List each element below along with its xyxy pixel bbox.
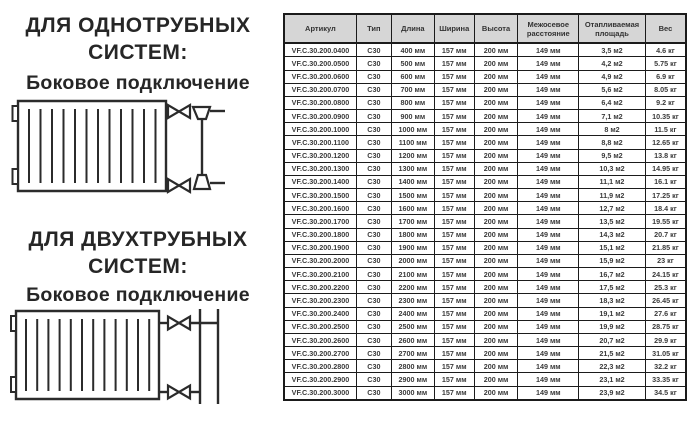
table-cell: 200 мм [474,320,518,333]
table-cell: 200 мм [474,268,518,281]
table-cell: 149 мм [518,96,579,109]
table-cell: 157 мм [434,162,474,175]
table-cell: 19,1 м2 [579,307,646,320]
table-cell: 157 мм [434,202,474,215]
table-cell: 149 мм [518,228,579,241]
table-cell: 149 мм [518,136,579,149]
table-cell: C30 [356,162,391,175]
table-cell: C30 [356,320,391,333]
table-row [284,70,686,83]
table-cell: C30 [356,254,391,267]
table-cell: C30 [356,386,391,400]
table-cell: 12.65 кг [645,136,686,149]
table-row [284,386,686,400]
table-cell: 11,9 м2 [579,189,646,202]
table-row [284,360,686,373]
table-cell: VF.C.30.200.0500 [284,57,356,70]
table-cell: VF.C.30.200.1100 [284,136,356,149]
table-cell: 200 мм [474,136,518,149]
table-cell: 149 мм [518,202,579,215]
table-cell: 1400 мм [391,175,434,188]
table-cell: 400 мм [391,43,434,57]
table-row [284,307,686,320]
table-cell: VF.C.30.200.0700 [284,83,356,96]
two-pipe-radiator-diagram-icon [10,306,240,412]
table-cell: 5,6 м2 [579,83,646,96]
table-cell: 1100 мм [391,136,434,149]
table-cell: 200 мм [474,333,518,346]
table-cell: C30 [356,96,391,109]
table-cell: 200 мм [474,373,518,386]
table-cell: 157 мм [434,228,474,241]
table-cell: VF.C.30.200.0800 [284,96,356,109]
table-cell: VF.C.30.200.2800 [284,360,356,373]
section-title-line: ДЛЯ ДВУХТРУБНЫХ [28,228,248,251]
table-row [284,149,686,162]
table-cell: VF.C.30.200.2400 [284,307,356,320]
table-cell: VF.C.30.200.1800 [284,228,356,241]
table-cell: C30 [356,281,391,294]
table-cell: 149 мм [518,149,579,162]
table-cell: 200 мм [474,228,518,241]
section-title-single-pipe [0,12,276,66]
table-cell: 17,5 м2 [579,281,646,294]
table-cell: 800 мм [391,96,434,109]
table-cell: 200 мм [474,307,518,320]
radiator-spec-table [283,13,687,401]
column-header: Отапливаемая площадь [579,14,646,43]
table-cell: 13,5 м2 [579,215,646,228]
table-cell: 157 мм [434,110,474,123]
table-cell: 2800 мм [391,360,434,373]
table-cell: 149 мм [518,281,579,294]
table-cell: 157 мм [434,268,474,281]
table-cell: VF.C.30.200.2500 [284,320,356,333]
table-cell: 149 мм [518,110,579,123]
table-cell: 2700 мм [391,347,434,360]
table-cell: C30 [356,268,391,281]
table-row [284,202,686,215]
table-row [284,123,686,136]
table-cell: 149 мм [518,386,579,400]
table-cell: 21.85 кг [645,241,686,254]
table-cell: 1700 мм [391,215,434,228]
table-cell: 200 мм [474,110,518,123]
table-row [284,281,686,294]
table-cell: 157 мм [434,43,474,57]
table-cell: 20.7 кг [645,228,686,241]
table-cell: 7,1 м2 [579,110,646,123]
table-cell: 149 мм [518,123,579,136]
table-row [284,43,686,57]
table-cell: 8 м2 [579,123,646,136]
table-row [284,347,686,360]
column-header: Ширина [434,14,474,43]
table-cell: 149 мм [518,347,579,360]
table-cell: C30 [356,373,391,386]
table-cell: 23,1 м2 [579,373,646,386]
table-cell: 200 мм [474,83,518,96]
table-cell: 149 мм [518,268,579,281]
table-cell: 149 мм [518,360,579,373]
table-cell: C30 [356,70,391,83]
column-header: Высота [474,14,518,43]
table-cell: 157 мм [434,241,474,254]
table-cell: 5.75 кг [645,57,686,70]
table-cell: 200 мм [474,360,518,373]
table-cell: 149 мм [518,43,579,57]
table-cell: 2200 мм [391,281,434,294]
table-cell: 200 мм [474,347,518,360]
table-cell: 600 мм [391,70,434,83]
table-cell: 6.9 кг [645,70,686,83]
column-header: Длина [391,14,434,43]
table-cell: C30 [356,136,391,149]
table-cell: VF.C.30.200.1600 [284,202,356,215]
table-cell: 25.3 кг [645,281,686,294]
table-row [284,162,686,175]
table-cell: 9,5 м2 [579,149,646,162]
table-cell: 18.4 кг [645,202,686,215]
table-cell: 12,7 м2 [579,202,646,215]
table-row [284,241,686,254]
table-row [284,320,686,333]
table-cell: C30 [356,149,391,162]
table-row [284,57,686,70]
table-cell: 157 мм [434,83,474,96]
table-cell: 157 мм [434,360,474,373]
table-cell: 200 мм [474,215,518,228]
table-cell: 149 мм [518,83,579,96]
table-cell: 157 мм [434,57,474,70]
table-cell: VF.C.30.200.0400 [284,43,356,57]
table-cell: 17.25 кг [645,189,686,202]
table-cell: 10.35 кг [645,110,686,123]
table-cell: VF.C.30.200.1200 [284,149,356,162]
table-cell: 200 мм [474,241,518,254]
table-cell: 157 мм [434,386,474,400]
section-title-line: СИСТЕМ: [88,41,188,64]
table-cell: 157 мм [434,175,474,188]
table-cell: 157 мм [434,347,474,360]
table-cell: VF.C.30.200.2200 [284,281,356,294]
table-cell: 157 мм [434,281,474,294]
column-header: Вес [645,14,686,43]
table-cell: 24.15 кг [645,268,686,281]
table-cell: 20,7 м2 [579,333,646,346]
table-cell: 149 мм [518,307,579,320]
table-row [284,189,686,202]
table-cell: VF.C.30.200.1400 [284,175,356,188]
table-cell: 14,3 м2 [579,228,646,241]
table-cell: C30 [356,83,391,96]
table-cell: 149 мм [518,373,579,386]
table-cell: 157 мм [434,136,474,149]
table-cell: 900 мм [391,110,434,123]
table-row [284,268,686,281]
table-cell: C30 [356,347,391,360]
table-cell: 6,4 м2 [579,96,646,109]
table-cell: 1800 мм [391,228,434,241]
table-cell: VF.C.30.200.2300 [284,294,356,307]
table-cell: 23,9 м2 [579,386,646,400]
table-cell: 149 мм [518,162,579,175]
table-cell: 700 мм [391,83,434,96]
table-cell: C30 [356,57,391,70]
table-cell: 1900 мм [391,241,434,254]
table-cell: 1300 мм [391,162,434,175]
section-title-two-pipe [0,226,276,280]
table-cell: VF.C.30.200.1000 [284,123,356,136]
table-cell: 200 мм [474,254,518,267]
single-pipe-radiator-diagram-icon [10,96,240,202]
section-title-line: СИСТЕМ: [88,255,188,278]
table-cell: 157 мм [434,307,474,320]
table-cell: 200 мм [474,70,518,83]
table-row [284,136,686,149]
table-row [284,215,686,228]
table-cell: 2500 мм [391,320,434,333]
table-cell: 32.2 кг [645,360,686,373]
table-cell: 8,8 м2 [579,136,646,149]
table-cell: C30 [356,294,391,307]
table-cell: 11,1 м2 [579,175,646,188]
table-cell: 4,9 м2 [579,70,646,83]
table-cell: 23 кг [645,254,686,267]
table-cell: 4,2 м2 [579,57,646,70]
table-cell: 31.05 кг [645,347,686,360]
table-cell: 1500 мм [391,189,434,202]
table-cell: C30 [356,202,391,215]
table-cell: 15,9 м2 [579,254,646,267]
table-row [284,294,686,307]
table-cell: 149 мм [518,175,579,188]
table-cell: 29.9 кг [645,333,686,346]
table-cell: C30 [356,360,391,373]
table-cell: 500 мм [391,57,434,70]
table-cell: 157 мм [434,149,474,162]
table-cell: 8.05 кг [645,83,686,96]
table-cell: 1600 мм [391,202,434,215]
spec-table-container [283,13,687,401]
table-cell: C30 [356,175,391,188]
table-cell: 28.75 кг [645,320,686,333]
table-cell: C30 [356,228,391,241]
table-cell: 2100 мм [391,268,434,281]
table-cell: 157 мм [434,215,474,228]
table-cell: 200 мм [474,175,518,188]
table-row [284,96,686,109]
table-cell: 1000 мм [391,123,434,136]
table-cell: C30 [356,307,391,320]
column-header: Тип [356,14,391,43]
table-cell: 19.55 кг [645,215,686,228]
table-row [284,228,686,241]
table-cell: 157 мм [434,320,474,333]
table-cell: 149 мм [518,215,579,228]
table-cell: 34.5 кг [645,386,686,400]
table-cell: 200 мм [474,149,518,162]
table-cell: 200 мм [474,123,518,136]
table-cell: 14.95 кг [645,162,686,175]
table-cell: 18,3 м2 [579,294,646,307]
table-cell: 2900 мм [391,373,434,386]
table-cell: C30 [356,241,391,254]
table-row [284,373,686,386]
table-cell: 157 мм [434,254,474,267]
left-panel [0,0,276,421]
table-row [284,333,686,346]
table-cell: 15,1 м2 [579,241,646,254]
table-cell: C30 [356,43,391,57]
table-cell: 157 мм [434,333,474,346]
table-cell: 149 мм [518,70,579,83]
table-cell: 22,3 м2 [579,360,646,373]
table-cell: 149 мм [518,241,579,254]
table-cell: 200 мм [474,189,518,202]
table-cell: VF.C.30.200.0600 [284,70,356,83]
table-cell: 4.6 кг [645,43,686,57]
table-cell: VF.C.30.200.2700 [284,347,356,360]
table-cell: 157 мм [434,294,474,307]
table-cell: VF.C.30.200.1500 [284,189,356,202]
table-row [284,110,686,123]
table-cell: VF.C.30.200.2100 [284,268,356,281]
table-cell: VF.C.30.200.1300 [284,162,356,175]
table-row [284,83,686,96]
table-cell: 157 мм [434,373,474,386]
table-cell: VF.C.30.200.1700 [284,215,356,228]
table-cell: 149 мм [518,294,579,307]
table-cell: 2600 мм [391,333,434,346]
table-cell: VF.C.30.200.1900 [284,241,356,254]
table-cell: 200 мм [474,281,518,294]
table-cell: 1200 мм [391,149,434,162]
table-cell: 33.35 кг [645,373,686,386]
table-cell: 200 мм [474,202,518,215]
table-cell: VF.C.30.200.2900 [284,373,356,386]
table-cell: 27.6 кг [645,307,686,320]
table-cell: VF.C.30.200.2000 [284,254,356,267]
table-cell: C30 [356,189,391,202]
table-cell: 157 мм [434,123,474,136]
table-cell: VF.C.30.200.3000 [284,386,356,400]
table-cell: 2300 мм [391,294,434,307]
table-cell: 157 мм [434,96,474,109]
table-cell: 200 мм [474,386,518,400]
table-cell: 149 мм [518,189,579,202]
table-cell: 11.5 кг [645,123,686,136]
table-cell: 9.2 кг [645,96,686,109]
table-cell: 149 мм [518,320,579,333]
table-cell: 13.8 кг [645,149,686,162]
table-row [284,175,686,188]
table-row [284,254,686,267]
table-cell: 157 мм [434,70,474,83]
table-cell: 149 мм [518,254,579,267]
table-cell: 2400 мм [391,307,434,320]
table-header-row [284,14,686,43]
table-cell: 200 мм [474,96,518,109]
section-title-line: ДЛЯ ОДНОТРУБНЫХ [25,14,251,37]
table-cell: VF.C.30.200.0900 [284,110,356,123]
section-subtitle-side-connection: Боковое подключение [26,72,250,94]
table-cell: 21,5 м2 [579,347,646,360]
table-cell: C30 [356,110,391,123]
table-cell: 3000 мм [391,386,434,400]
table-cell: 26.45 кг [645,294,686,307]
table-cell: 157 мм [434,189,474,202]
table-cell: 16.1 кг [645,175,686,188]
column-header: Артикул [284,14,356,43]
table-cell: 2000 мм [391,254,434,267]
table-cell: 3,5 м2 [579,43,646,57]
table-cell: C30 [356,215,391,228]
table-cell: 200 мм [474,162,518,175]
table-cell: C30 [356,333,391,346]
table-cell: VF.C.30.200.2600 [284,333,356,346]
table-cell: 149 мм [518,57,579,70]
section-subtitle-side-connection: Боковое подключение [26,284,250,306]
column-header: Межосевое расстояние [518,14,579,43]
table-cell: 200 мм [474,43,518,57]
table-cell: C30 [356,123,391,136]
table-cell: 19,9 м2 [579,320,646,333]
table-cell: 10,3 м2 [579,162,646,175]
table-cell: 16,7 м2 [579,268,646,281]
table-cell: 200 мм [474,57,518,70]
table-cell: 200 мм [474,294,518,307]
table-cell: 149 мм [518,333,579,346]
